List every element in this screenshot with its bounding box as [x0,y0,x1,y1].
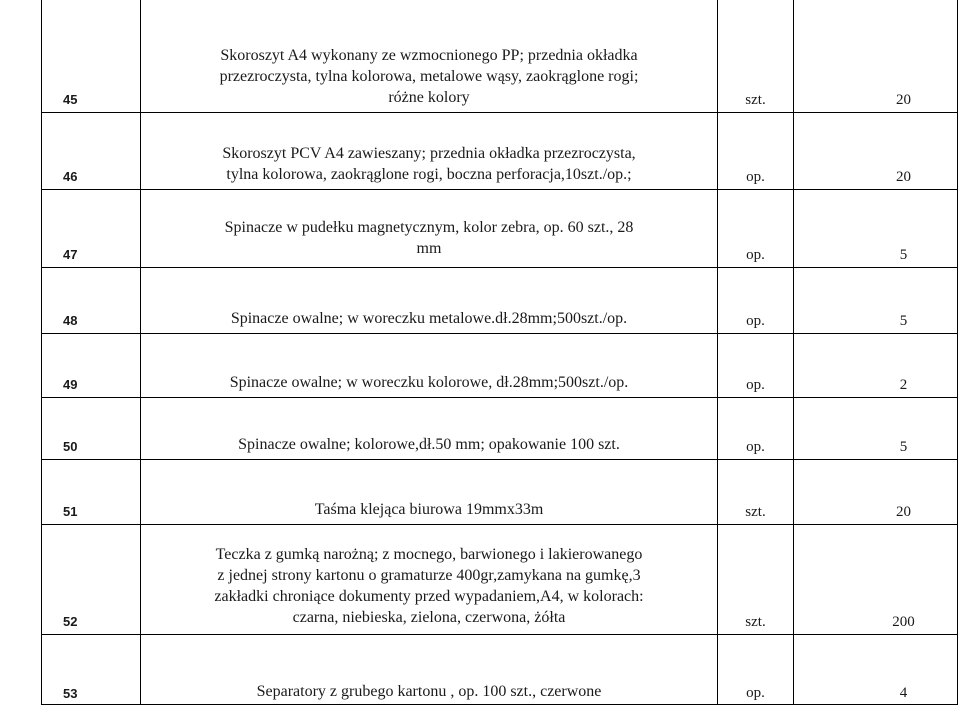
unit-cell: szt. [718,0,794,113]
quantity-cell: 4 [794,635,958,705]
unit-cell: op. [718,398,794,460]
row-number: 53 [42,635,141,705]
row-number: 47 [42,190,141,268]
row-number: 45 [42,0,141,113]
quantity-cell: 2 [794,334,958,398]
item-description: Spinacze owalne; w woreczku kolorowe, dł.28mm;500szt./op. [141,334,718,398]
item-description: Spinacze owalne; w woreczku metalowe.dł.28mm;500szt./op. [141,268,718,334]
table-row [42,190,958,268]
row-number: 48 [42,268,141,334]
item-description: Spinacze owalne; kolorowe,dł.50 mm; opakowanie 100 szt. [141,398,718,460]
quantity-cell: 20 [794,113,958,190]
table-row [42,0,958,113]
quantity-cell: 5 [794,398,958,460]
unit-cell: szt. [718,460,794,525]
quantity-cell: 20 [794,460,958,525]
quantity-cell: 200 [794,525,958,635]
table-row [42,113,958,190]
quantity-cell: 5 [794,190,958,268]
table-row [42,460,958,525]
item-description: Skoroszyt PCV A4 zawieszany; przednia okładka przezroczysta, tylna kolorowa, zaokrąglone rogi, boczna perforacja,10szt./op.; [141,113,718,190]
table-row [42,398,958,460]
item-description: Teczka z gumką narożną; z mocnego, barwionego i lakierowanego z jednej strony kartonu o gramaturze 400gr,zamykana na gumkę,3 zakładki chroniące dokumenty przed wypadaniem,A4, w kolorach: czarna, niebieska, zielona, czerwona, żółta [141,525,718,635]
unit-cell: op. [718,334,794,398]
row-number: 51 [42,460,141,525]
unit-cell: op. [718,190,794,268]
item-description: Skoroszyt A4 wykonany ze wzmocnionego PP; przednia okładka przezroczysta, tylna kolorowa, metalowe wąsy, zaokrąglone rogi; różne kolory [141,0,718,113]
table-row [42,334,958,398]
unit-cell: op. [718,113,794,190]
table-row [42,635,958,705]
row-number: 50 [42,398,141,460]
row-number: 52 [42,525,141,635]
item-description: Taśma klejąca biurowa 19mmx33m [141,460,718,525]
quantity-cell: 5 [794,268,958,334]
items-table [41,0,958,705]
row-number: 49 [42,334,141,398]
unit-cell: szt. [718,525,794,635]
item-description: Spinacze w pudełku magnetycznym, kolor zebra, op. 60 szt., 28 mm [141,190,718,268]
unit-cell: op. [718,635,794,705]
unit-cell: op. [718,268,794,334]
table-row [42,268,958,334]
row-number: 46 [42,113,141,190]
item-description: Separatory z grubego kartonu , op. 100 szt., czerwone [141,635,718,705]
table-row [42,525,958,635]
quantity-cell: 20 [794,0,958,113]
